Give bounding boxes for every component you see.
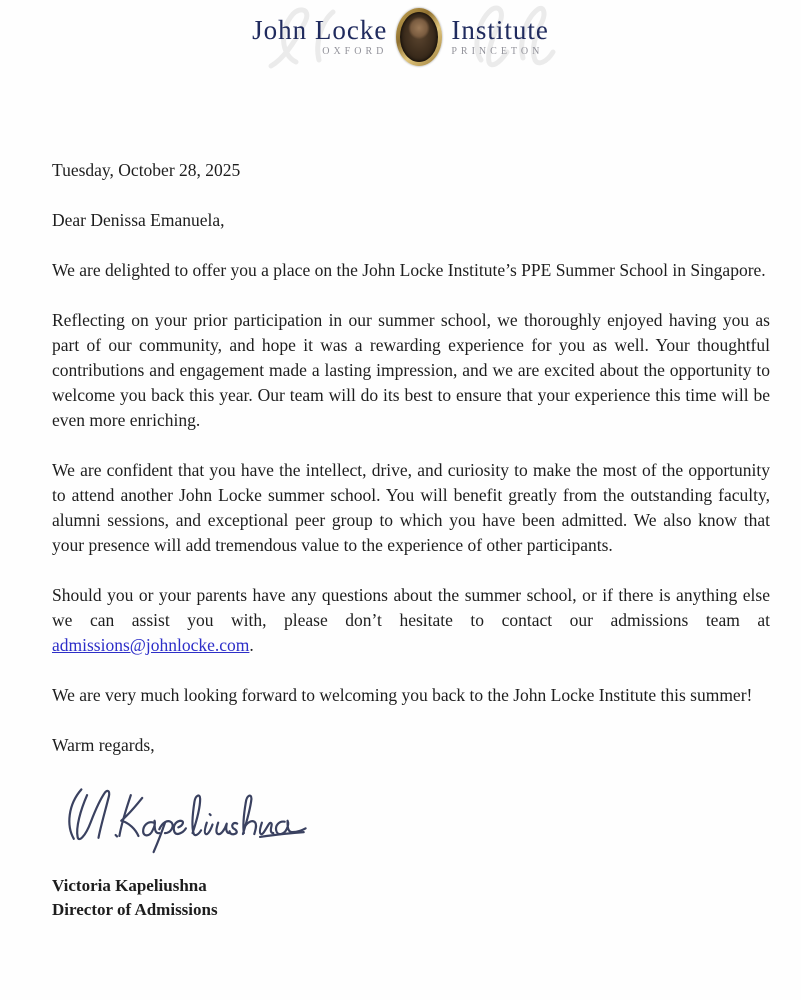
logo-left-block: [252, 17, 387, 57]
portrait-painting: [400, 12, 438, 62]
salutation: Dear Denissa Emanuela,: [52, 210, 225, 230]
paragraph-contact: [52, 583, 770, 658]
logo-princeton-label: PRINCETON: [451, 46, 544, 57]
logo-john-locke-text: John Locke: [252, 15, 388, 45]
john-locke-portrait-medallion: [396, 8, 442, 66]
paragraph-reflecting: Reflecting on your prior participation in our summer school, we thoroughly enjoyed having you as part of our community, and hope it was a rewarding experience for you as well. Your thoughtful contributions and engagement made a lasting impression, and we are excited about the opportunity to welcome you back this year. Our team will do its best to ensure that your experience this time will be even more enriching.: [52, 310, 770, 430]
contact-text-after: .: [249, 635, 254, 655]
closing-line: Warm regards,: [52, 735, 155, 755]
paragraph-followup: We are very much looking forward to welcoming you back to the John Locke Institute this summer!: [52, 685, 753, 705]
handwritten-signature: [58, 778, 310, 854]
paragraph-confident: We are confident that you have the intellect, drive, and curiosity to make the most of the opportunity to attend another John Locke summer school. You will benefit greatly from the outstanding faculty, alumni sessions, and exceptional peer group to which you have been admitted. We also know that your presence will add tremendous value to the experience of other participants.: [52, 460, 770, 555]
signer-title: Director of Admissions: [52, 900, 218, 919]
letter-body: [0, 158, 801, 922]
institute-logo: [0, 0, 801, 66]
contact-text-before: Should you or your parents have any questions about the summer school, or if there is anything else we can assist you with, please don’t hesitate to contact our admissions team at: [52, 585, 770, 630]
signer-block: [52, 874, 770, 922]
date-line: Tuesday, October 28, 2025: [52, 160, 241, 180]
logo-oxford-label: OXFORD: [322, 46, 388, 57]
logo-institute-text: Institute: [451, 15, 549, 45]
logo-right-block: [451, 17, 549, 57]
paragraph-offer: We are delighted to offer you a place on the John Locke Institute’s PPE Summer School in Singapore.: [52, 260, 766, 280]
admissions-email-link[interactable]: admissions@johnlocke.com: [52, 635, 250, 655]
signer-name: Victoria Kapeliushna: [52, 876, 207, 895]
